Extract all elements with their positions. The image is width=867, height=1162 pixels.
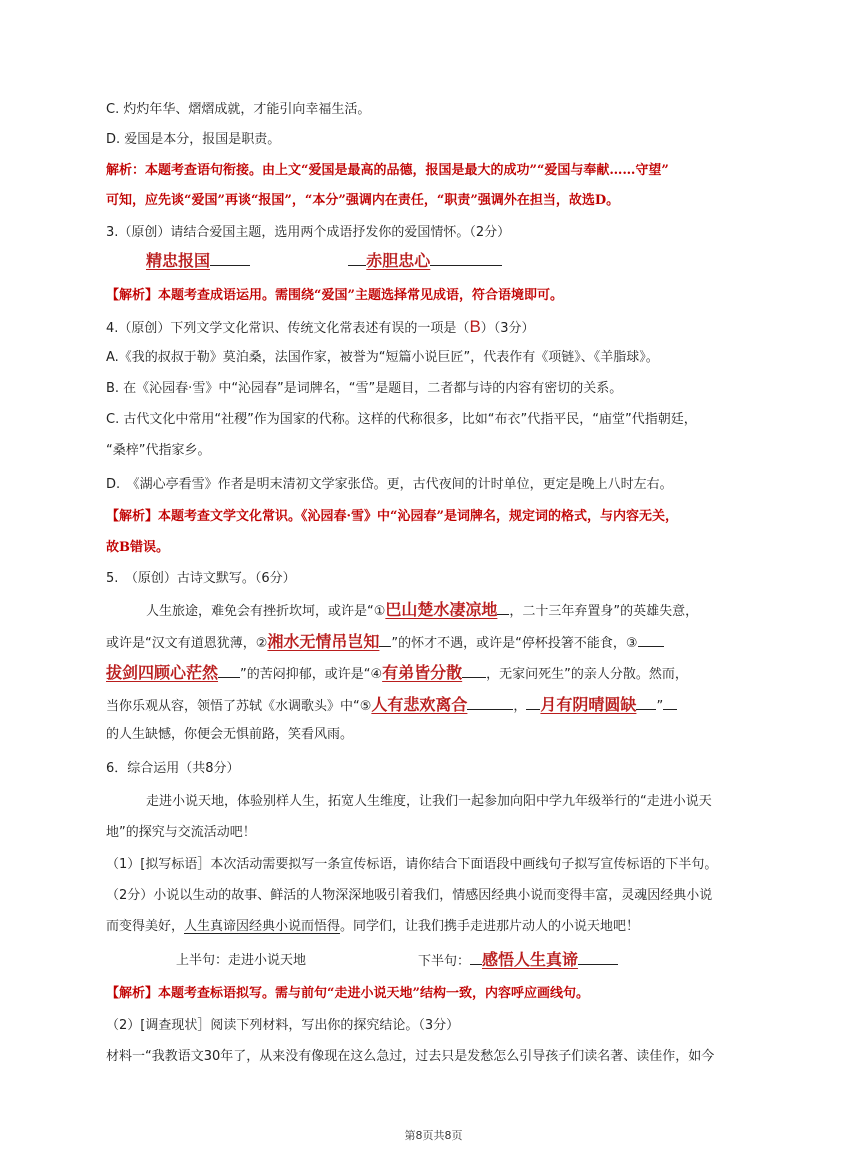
explanation-q2-line2: 可知，应先谈“爱国”再谈“报国”，“本分”强调内在责任，“职责”强调外在担当，故选D。 [106, 193, 620, 208]
q6-sub2: （2）[调查现状］阅读下列材料，写出你的探究结论。（3分） [106, 1018, 460, 1033]
q5-answer-3: 拔剑四顾心茫然 [106, 663, 219, 682]
q6-lower-half: 下半句： 感悟人生真谛 [418, 950, 618, 971]
q6-intro-line1: 走进小说天地，体验别样人生，拓宽人生维度，让我们一起参加向阳中学九年级举行的“走进小说天 [146, 794, 712, 809]
q3-answer-line [146, 251, 502, 272]
option-d: D. 爱国是本分，报国是职责。 [106, 132, 281, 147]
q4-option-b: B. 在《沁园春·雪》中“沁园春”是词牌名，“雪”是题目，二者都与诗的内容有密切的关系。 [106, 381, 623, 396]
q6-sub1-para-line1: （2分）小说以生动的故事、鲜活的人物深深地吸引着我们，情感因经典小说而变得丰富，灵魂因经典小说 [106, 888, 713, 903]
q3-answer-1: 精忠报国 [146, 251, 211, 270]
explanation-q4-line1: 【解析】本题考查文学文化常识。《沁园春·雪》中“沁园春”是词牌名，规定词的格式，与内容无关， [106, 509, 678, 524]
question-6: 6．综合运用（共8分） [106, 761, 240, 776]
q5-answer-1: 巴山楚水凄凉地 [385, 600, 498, 619]
q6-intro-line2: 地”的探究与交流活动吧！ [106, 825, 256, 840]
q6-sub1: （1）[拟写标语］本次活动需要拟写一条宣传标语，请你结合下面语段中画线句子拟写宣传标语的下半句。 [106, 857, 718, 872]
q5-line3: 拔剑四顾心茫然 ”的苦闷抑郁，或许是“④有弟皆分散 ，无家问死生”的亲人分散。然而， [106, 663, 688, 682]
q5-line5: 的人生缺憾，你便会无惧前路，笑看风雨。 [106, 727, 354, 742]
material-1: 材料一“我教语文30年了，从来没有像现在这么急过，过去只是发愁怎么引导孩子们读名著、读佳作，如今 [106, 1049, 715, 1064]
underlined-sentence: 人生真谛因经典小说而悟得 [184, 919, 341, 934]
explanation-q4-line2: 故B错误。 [106, 540, 169, 555]
question-5: 5. （原创）古诗文默写。（6分） [106, 571, 296, 586]
q5-line2: 或许是“汉文有道恩犹薄，②湘水无情吊岂知 ”的怀才不遇，或许是“停杯投箸不能食，③ [106, 632, 664, 653]
q6-answer: 感悟人生真谛 [482, 950, 579, 969]
q4-answer: B [469, 317, 481, 336]
q5-answer-6: 月有阴晴圆缺 [540, 695, 637, 714]
q5-line4: 当你乐观从容，领悟了苏轼《水调歌头》中“⑤人有悲欢离合 ， 月有阴晴圆缺 ” [106, 695, 677, 716]
q5-answer-5: 人有悲欢离合 [371, 695, 468, 714]
q5-answer-4: 有弟皆分散 [382, 663, 463, 682]
q4-option-d: D. 《湖心亭看雪》作者是明末清初文学家张岱。更，古代夜间的计时单位，更定是晚上八时左右。 [106, 477, 673, 492]
explanation-q3: 【解析】本题考查成语运用。需围绕“爱国”主题选择常见成语，符合语境即可。 [106, 288, 563, 303]
q3-answer-2: 赤胆忠心 [366, 251, 431, 270]
option-c: C. 灼灼年华、熠熠成就，才能引向幸福生活。 [106, 102, 371, 117]
question-3: 3.（原创）请结合爱国主题，选用两个成语抒发你的爱国情怀。（2分） [106, 225, 511, 240]
q6-sub1-para-line2: 而变得美好，人生真谛因经典小说而悟得。同学们，让我们携手走进那片动人的小说天地吧！ [106, 919, 640, 934]
question-4: 4.（原创）下列文学文化常识、传统文化常表述有误的一项是（B）（3分） [106, 317, 535, 336]
q5-answer-2: 湘水无情吊岂知 [267, 632, 380, 651]
q6-upper-half: 上半句：走进小说天地 [176, 953, 307, 968]
explanation-q6: 【解析】本题考查标语拟写。需与前句“走进小说天地”结构一致，内容呼应画线句。 [106, 986, 589, 1001]
q4-option-a: A.《我的叔叔于勒》莫泊桑，法国作家，被誉为“短篇小说巨匠”，代表作有《项链》、《羊脂球》。 [106, 350, 659, 365]
q4-option-c-line2: “桑梓”代指家乡。 [106, 443, 211, 458]
q4-option-c-line1: C. 古代文化中常用“社稷”作为国家的代称。这样的代称很多，比如“布衣”代指平民，“庙堂”代指朝廷， [106, 412, 697, 427]
q5-line1: 人生旅途，难免会有挫折坎坷，或许是“①巴山楚水凄凉地 ，二十三年弃置身”的英雄失意， [146, 600, 699, 619]
page-footer: 第8页共8页 [404, 1129, 463, 1142]
q4-error-mark: 有误 [378, 321, 405, 336]
explanation-q2-line1: 解析：本题考查语句衔接。由上文“爱国是最高的品德，报国是最大的成功”“爱国与奉献……守望” [106, 163, 669, 178]
